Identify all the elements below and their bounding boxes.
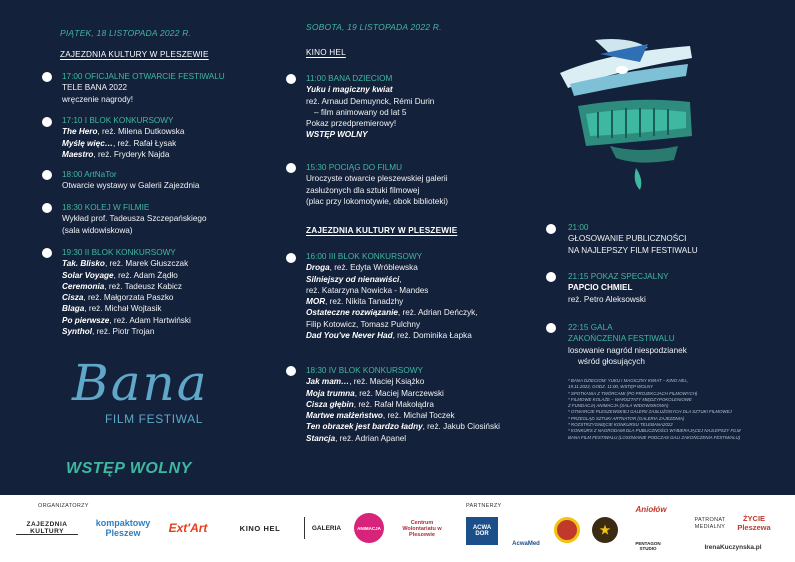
sponsors-footer [0,495,795,562]
event-lecture: 18:30 KOLEJ W FILMIE Wykład prof. Tadeusza Szczepańskiego (sala widowiskowa) [62,203,207,235]
day2-date: SOBOTA, 19 LISTOPADA 2022 R. [306,22,442,32]
logo-star-badge: ★ [592,517,618,543]
logo-animacja: ANIMACJA [354,513,384,543]
timeline-dot [42,248,52,258]
day2-venue1: KINO HEL [306,48,346,57]
logo-wolontariat: Centrum Wolontariatu w Pleszewie [402,520,442,538]
bana-script: Bana [72,354,209,412]
event-opening: 17:00 OFICJALNE OTWARCIE FESTIWALU TELE BANA 2022 wręczenie nagrody! [62,72,225,104]
notes-list: * BANA DZIECIOM: YUKU I MAGICZNY KWIAT – KINO HEL, 19.11.2022, GODZ. 11:00, WSTĘP WOLNY * SPOTKANIA Z TWÓRCAMI (PO PROJEKCJACH FILMOWYCH) * FILMOWE KOLAŻE – WARSZTATY MIĘDZYPOKOLENIOWE Z FUNDACJĄ ANIMACJA (SALA WIDOWISKOWA) * OTWARCIE PLESZEWSKIEJ GALERII ZASŁUŻONYCH DLA SZTUKI FILMOWEJ * PRZEGLĄD SZTUKI ARTNATOR (GALERIA ZAJEZDNIA) * ROZSTRZYGNIĘCIE KONKURSU TELEBANA2022 * KONKURS Z NAGRODAMI DLA PUBLICZNOŚCI WYBIERAJĄCEJ NAJLEPSZY FILM BANA FILM FESTIWALU (LOSOWANIE PODCZAS GALI ZAKOŃCZENIA FESTIWALU) [568,378,741,440]
logo-zycie: ŻYCIE Pleszewa [737,514,771,532]
event-block1: 17:10 I BLOK KONKURSOWY The Hero, reż. Milena Dutkowska Myślę więc…, reż. Rafał Łysak Maestro, reż. Fryderyk Najda [62,116,185,159]
bana-logo [60,354,220,432]
timeline-dot [546,323,556,333]
event-gala: 22:15 GALA ZAKOŃCZENIA FESTIWALU losowanie nagród niespodzianek wśród głosujących [568,323,687,366]
timeline-dot [42,72,52,82]
logo-acwamed: AcwaMed [512,541,540,547]
event-block2: 19:30 II BLOK KONKURSOWY Tak. Blisko, reż. Marek Głuszczak Solar Voyage, reż. Adam Żądło Ceremonia, reż. Tadeusz Kabicz Cisza, reż. Małgorzata Paszko Blaga, reż. Michał Wojtasik Po pierwsze, reż. Adam Hartwiński Synthol, reż. Piotr Trojan [62,248,191,337]
bana-name: FILM FESTIWAL [105,412,204,426]
logo-kino-hel: KINO HEL [239,523,281,533]
media-label: PATRONAT MEDIALNY [694,517,726,530]
partners-label: PARTNERZY [466,503,502,509]
event-artnator: 18:00 ArtNaTor Otwarcie wystawy w Galerii Zajezdnia [62,170,200,191]
event-vote: 21:00 GŁOSOWANIE PUBLICZNOŚCI NA NAJLEPSZY FILM FESTIWALU [568,223,698,255]
event-kids: 11:00 BANA DZIECIOM Yuku i magiczny kwiat reż. Arnaud Demuynck, Rémi Durin – film animowany od lat 5 Pokaz przedpremierowy! WSTĘP WOLNY [306,74,435,140]
logo-kompaktowy: kompaktowy Pleszew [95,518,151,538]
timeline-dot [286,74,296,84]
logo-extart: Ext'Art [168,521,208,535]
free-entry-heading: WSTĘP WOLNY [66,460,192,477]
logo-pentagon: PENTAGON STUDIO [635,541,661,551]
timeline-dot [42,203,52,213]
logo-galeria: GALERIA [304,517,348,539]
logo-partner-badge [554,517,580,543]
organizers-label: ORGANIZATORZY [38,503,89,509]
timeline-dot [286,163,296,173]
logo-kuczynska: IrenaKuczynska.pl [704,543,762,551]
event-block4: 18:30 IV BLOK KONKURSOWY Jak mam…, reż. Maciej Książko Moja trumna, reż. Maciej Marczewski Cisza głębin, reż. Rafał Makołądra Martwe małżeństwo, reż. Michał Toczek Ten obrazek jest bardzo ładny, reż. Jakub Ciosiński Stancja, reż. Adrian Apanel [306,366,500,443]
timeline-dot [42,170,52,180]
festival-artwork [540,18,720,198]
logo-acwador: ACWA DOR [466,517,498,545]
timeline-dot [546,272,556,282]
logo-aniolow: Aniołów [635,504,667,514]
logo-zajezdnia: ZAJEZDNIA KULTURY [16,521,78,535]
day1-date: PIĄTEK, 18 LISTOPADA 2022 R. [60,28,192,38]
timeline-dot [286,253,296,263]
day1-venue: ZAJEZDNIA KULTURY W PLESZEWIE [60,50,209,59]
timeline-dot [286,366,296,376]
timeline-dot [42,117,52,127]
event-block3: 16:00 III BLOK KONKURSOWY Droga, reż. Edyta Wróblewska Silniejszy od nienawiści, reż. Katarzyna Nowicka - Mandes MOR, reż. Nikita Tanadzhy Ostateczne rozwiązanie, reż. Adrian Deńczyk, Filip Kotowicz, Tomasz Pulchny Dad You've Never Had, reż. Dominika Łapka [306,252,478,341]
day2-venue2: ZAJEZDNIA KULTURY W PLESZEWIE [306,226,458,235]
event-train: 15:30 POCIĄG DO FILMU Uroczyste otwarcie pleszewskiej galerii zasłużonych dla sztuki filmowej (plac przy lokomotywie, obok biblioteki) [306,163,448,206]
timeline-dot [546,224,556,234]
event-special: 21:15 POKAZ SPECJALNY PAPCIO CHMIEL reż. Petro Aleksowski [568,272,669,304]
